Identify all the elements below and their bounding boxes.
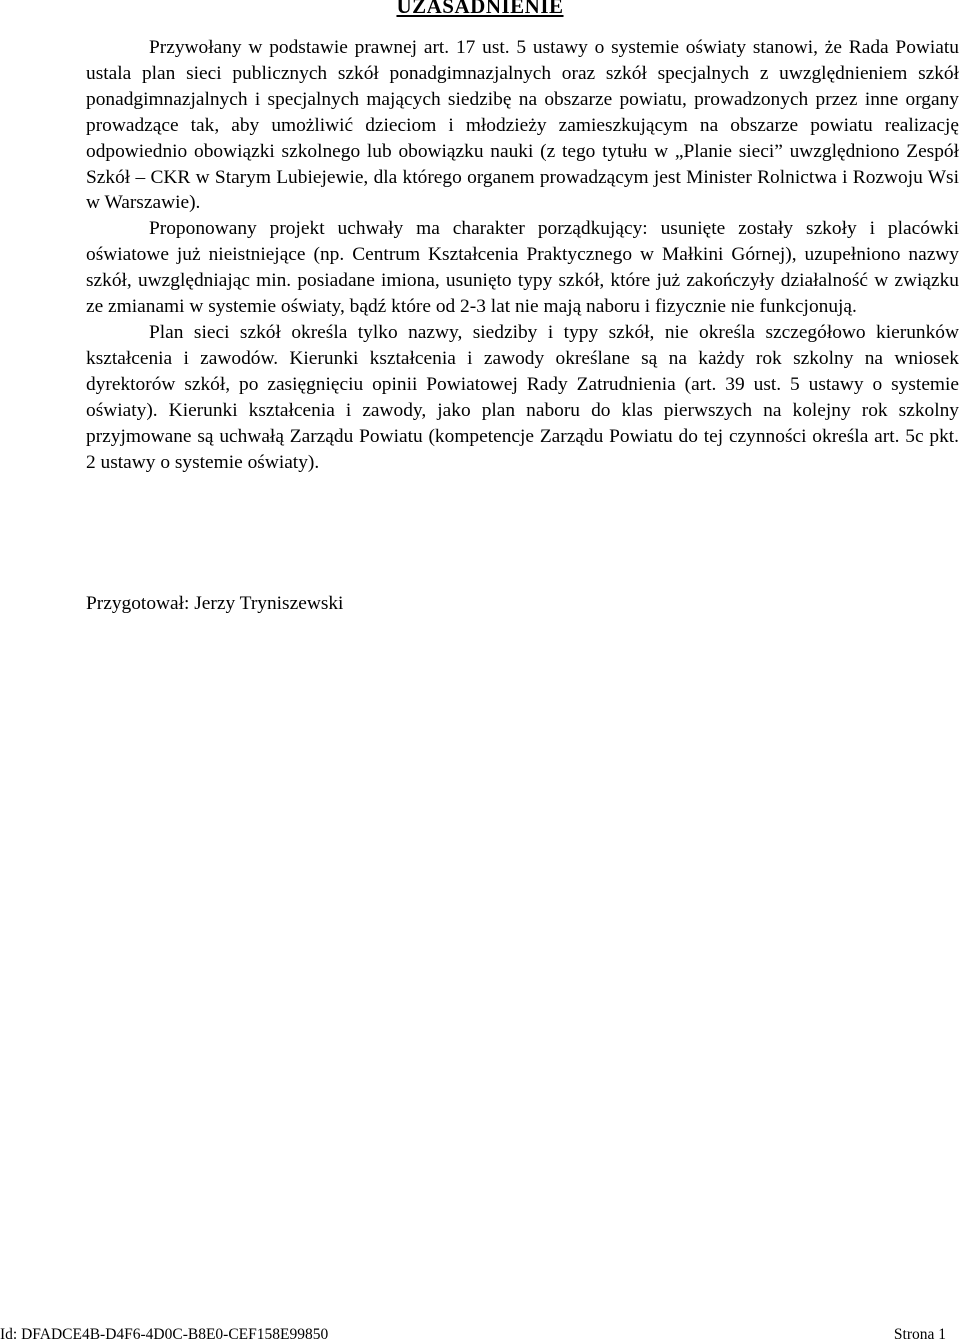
document-id: Id: DFADCE4B-D4F6-4D0C-B8E0-CEF158E99850	[0, 1326, 329, 1343]
paragraph-legal-basis: Przywołany w podstawie prawnej art. 17 ust. 5 ustawy o systemie oświaty stanowi, że Rada Powiatu ustala plan sieci publicznych szkół ponadgimnazjalnych oraz szkół specjalnych z uwzględnieniem szkół ponadgimnazjalnych i specjalnych mających siedzibę na obszarze powiatu, prowadzonych przez inne organy prowadzące tak, aby umożliwić dzieciom i młodzieży zamieszkującym na obszarze powiatu realizację odpowiednio obowiązki szkolnego lub obowiązku nauki (z tego tytułu w „Planie sieci” uwzględniono Zespół Szkół – CKR w Starym Lubiejewie, dla którego organem prowadzącym jest Minister Rolnictwa i Rozwoju Wsi w Warszawie).	[86, 37, 959, 214]
prepared-by-signature: Przygotował: Jerzy Tryniszewski	[86, 593, 344, 614]
paragraph-school-network-plan: Plan sieci szkół określa tylko nazwy, siedziby i typy szkół, nie określa szczegółowo kierunków kształcenia i zawodów. Kierunki kształcenia i zawody określane są na każdy rok szkolny na wniosek dyrektorów szkół, po zasięgnięciu opinii Powiatowej Rady Zatrudnienia (art. 39 ust. 5 ustawy o systemie oświaty). Kierunki kształcenia i zawody, jako plan naboru do klas pierwszych na kolejny rok szkolny przyjmowane są uchwałą Zarządu Powiatu (kompetencje Zarządu Powiatu do tej czynności określa art. 5c pkt. 2 ustawy o systemie oświaty).	[86, 321, 959, 473]
page-number: Strona 1	[893, 1326, 946, 1343]
document-body	[86, 35, 959, 475]
document-heading: UZASADNIENIE	[396, 0, 564, 18]
paragraph-project-character: Proponowany projekt uchwały ma charakter porządkujący: usunięte zostały szkoły i placówki oświatowe już nieistniejące (np. Centrum Kształcenia Praktycznego w Małkini Górnej), uzupełniono nazwy szkół, uwzględniając min. posiadane imiona, usunięto typy szkół, które już zakończyły działalność w związku ze zmianami w systemie oświaty, bądź które od 2-3 lat nie mają naboru i fizycznie nie funkcjonują.	[86, 218, 959, 318]
page-footer	[0, 1325, 960, 1344]
